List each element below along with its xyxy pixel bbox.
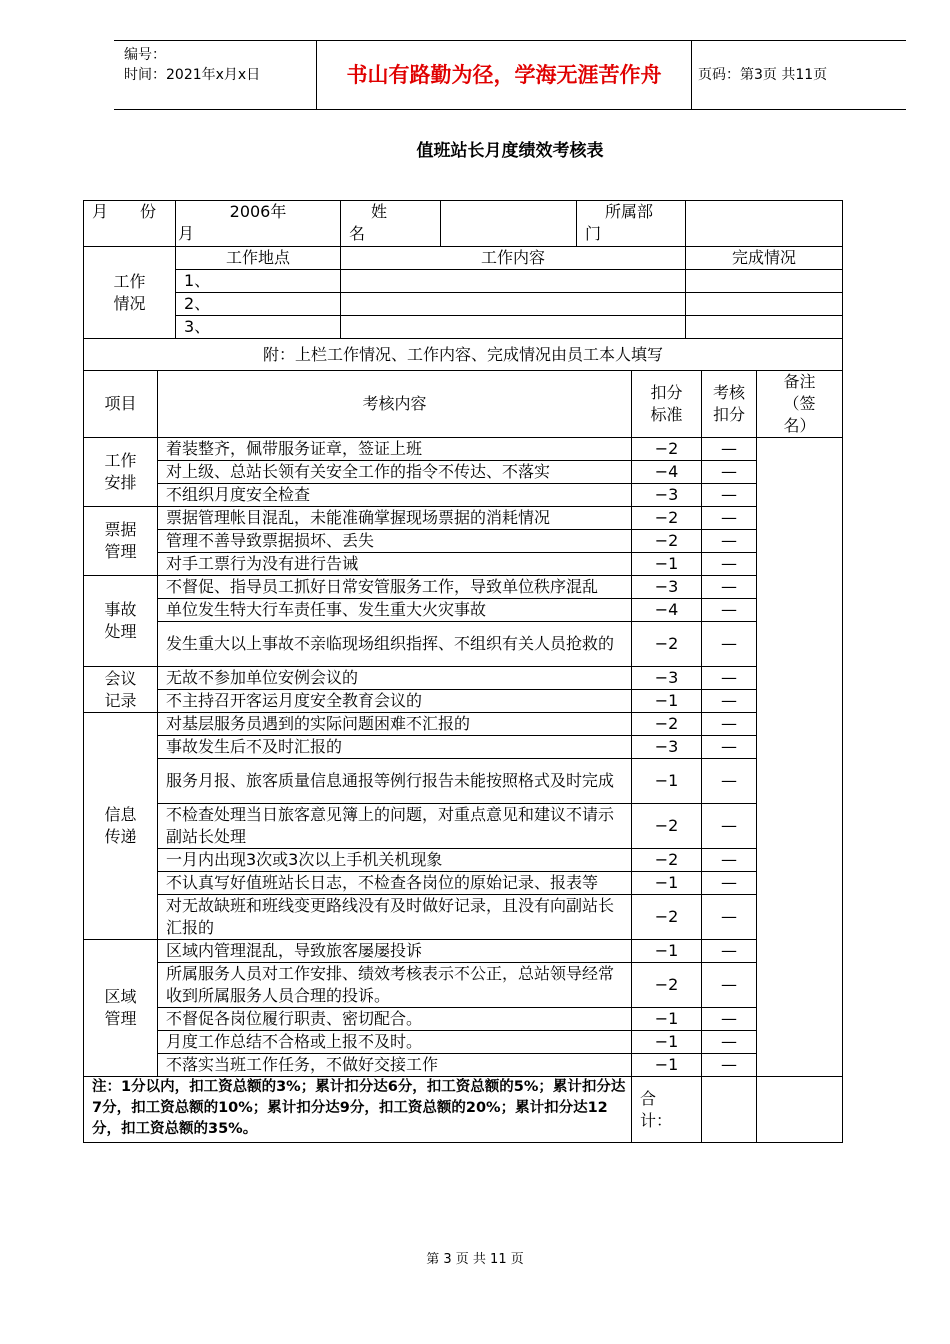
work-status-cell[interactable] xyxy=(686,270,843,293)
deduction-mark[interactable]: — xyxy=(702,438,757,461)
fill-instruction-note: 附：上栏工作情况、工作内容、完成情况由员工本人填写 xyxy=(84,339,843,371)
deduction-mark[interactable]: — xyxy=(702,895,757,940)
month-label: 月 份 xyxy=(84,201,176,247)
assess-content: 无故不参加单位安例会议的 xyxy=(158,667,632,690)
total-label: 合计： xyxy=(640,1088,673,1130)
assess-content: 服务月报、旅客质量信息通报等例行报告未能按照格式及时完成 xyxy=(158,759,632,804)
deduction-standard: −1 xyxy=(632,690,702,713)
work-place-header: 工作地点 xyxy=(176,247,341,270)
assess-content: 一月内出现3次或3次以上手机关机现象 xyxy=(158,849,632,872)
deduction-mark[interactable]: — xyxy=(702,507,757,530)
deduction-mark[interactable]: — xyxy=(702,1031,757,1054)
deduction-mark[interactable]: — xyxy=(702,576,757,599)
document-title: 值班站长月度绩效考核表 xyxy=(416,141,604,161)
header-page-label: 页码：第3页 共11页 xyxy=(698,67,828,83)
deduction-standard: −2 xyxy=(632,713,702,736)
name-value[interactable] xyxy=(441,201,577,247)
department-value[interactable] xyxy=(686,201,843,247)
work-content-cell[interactable] xyxy=(341,293,686,316)
deduction-mark[interactable]: — xyxy=(702,553,757,576)
group-label-text: 工作安排 xyxy=(104,451,137,492)
deduction-standard: −1 xyxy=(632,940,702,963)
total-deduction-cell[interactable] xyxy=(702,1077,757,1143)
department-label-line1: 所属部 xyxy=(605,202,654,221)
deduction-standard: −1 xyxy=(632,872,702,895)
deduction-mark[interactable]: — xyxy=(702,461,757,484)
assessment-table xyxy=(83,200,843,1143)
name-label-line2: 名 xyxy=(349,224,366,243)
group-label-text: 信息传递 xyxy=(104,805,137,846)
remark-signature-cell[interactable] xyxy=(757,438,843,1077)
assess-header-content: 考核内容 xyxy=(158,371,632,438)
assess-header-item: 项目 xyxy=(84,371,158,438)
header-meta xyxy=(114,41,316,109)
deduction-mark[interactable]: — xyxy=(702,804,757,849)
deduction-mark[interactable]: — xyxy=(702,1008,757,1031)
group-label xyxy=(84,438,158,507)
assess-content: 着装整齐，佩带服务证章，签证上班 xyxy=(158,438,632,461)
group-label xyxy=(84,940,158,1077)
deduction-standard: −1 xyxy=(632,1054,702,1077)
deduction-standard: −1 xyxy=(632,759,702,804)
deduction-standard: −1 xyxy=(632,553,702,576)
deduction-mark[interactable]: — xyxy=(702,599,757,622)
deduction-mark[interactable]: — xyxy=(702,713,757,736)
deduction-mark[interactable]: — xyxy=(702,690,757,713)
deduction-standard: −2 xyxy=(632,507,702,530)
assess-content: 月度工作总结不合格或上报不及时。 xyxy=(158,1031,632,1054)
deduction-standard: −2 xyxy=(632,530,702,553)
assess-content: 不落实当班工作任务，不做好交接工作 xyxy=(158,1054,632,1077)
work-content-cell[interactable] xyxy=(341,316,686,339)
deduction-standard: −2 xyxy=(632,438,702,461)
assess-header-remark: 备注（签名） xyxy=(757,371,843,438)
work-row-index: 3、 xyxy=(176,316,341,339)
group-label xyxy=(84,713,158,940)
assess-content: 票据管理帐目混乱，未能准确掌握现场票据的消耗情况 xyxy=(158,507,632,530)
assess-content: 事故发生后不及时汇报的 xyxy=(158,736,632,759)
document-number-label: 编号： xyxy=(124,47,166,63)
assess-content: 不组织月度安全检查 xyxy=(158,484,632,507)
department-label-line2: 门 xyxy=(585,224,602,243)
work-row-index: 1、 xyxy=(176,270,341,293)
assess-content: 发生重大以上事故不亲临现场组织指挥、不组织有关人员抢救的 xyxy=(158,622,632,667)
deduction-standard: −3 xyxy=(632,667,702,690)
deduction-mark[interactable]: — xyxy=(702,736,757,759)
work-content-header: 工作内容 xyxy=(341,247,686,270)
group-label-text: 事故处理 xyxy=(104,600,137,641)
deduction-standard: −2 xyxy=(632,895,702,940)
assess-content: 区域内管理混乱，导致旅客屡屡投诉 xyxy=(158,940,632,963)
month-value-line1: 2006年 xyxy=(229,202,287,221)
assess-header-deduct: 考核扣分 xyxy=(702,371,757,438)
deduction-mark[interactable]: — xyxy=(702,940,757,963)
deduction-mark[interactable]: — xyxy=(702,667,757,690)
month-value-line2: 月 xyxy=(178,224,195,243)
deduction-standard: −3 xyxy=(632,736,702,759)
group-label-text: 会议记录 xyxy=(104,668,137,710)
work-content-cell[interactable] xyxy=(341,270,686,293)
assess-content: 单位发生特大行车责任事、发生重大火灾事故 xyxy=(158,599,632,622)
assess-content: 对基层服务员遇到的实际问题困难不汇报的 xyxy=(158,713,632,736)
assess-content: 对上级、总站长领有关安全工作的指令不传达、不落实 xyxy=(158,461,632,484)
assess-content: 不主持召开客运月度安全教育会议的 xyxy=(158,690,632,713)
total-label-cell xyxy=(632,1077,702,1143)
month-value[interactable] xyxy=(176,201,341,247)
work-section-label: 工作情况 xyxy=(84,247,176,339)
work-status-header: 完成情况 xyxy=(686,247,843,270)
deduction-mark[interactable]: — xyxy=(702,530,757,553)
assess-content: 所属服务人员对工作安排、绩效考核表示不公正，总站领导经常收到所属服务人员合理的投诉。 xyxy=(158,963,632,1008)
work-status-cell[interactable] xyxy=(686,293,843,316)
group-label xyxy=(84,507,158,576)
work-row-index: 2、 xyxy=(176,293,341,316)
deduction-standard: −1 xyxy=(632,1008,702,1031)
deduction-rules-note: 注：1分以内，扣工资总额的3%；累计扣分达6分，扣工资总额的5%；累计扣分达7分，扣工资总额的10%；累计扣分达9分，扣工资总额的20%；累计扣分达12分，扣工资总额的35%。 xyxy=(84,1077,632,1143)
deduction-mark[interactable]: — xyxy=(702,849,757,872)
assess-content: 不督促各岗位履行职责、密切配合。 xyxy=(158,1008,632,1031)
deduction-standard: −2 xyxy=(632,849,702,872)
group-label xyxy=(84,576,158,667)
deduction-standard: −2 xyxy=(632,622,702,667)
deduction-standard: −4 xyxy=(632,461,702,484)
group-label xyxy=(84,667,158,713)
department-label xyxy=(577,201,686,247)
assess-content: 对无故缺班和班线变更路线没有及时做好记录，且没有向副站长汇报的 xyxy=(158,895,632,940)
deduction-mark[interactable]: — xyxy=(702,484,757,507)
deduction-standard: −3 xyxy=(632,484,702,507)
total-remark-cell[interactable] xyxy=(757,1077,843,1143)
header-motto: 书山有路勤为径，学海无涯苦作舟 xyxy=(316,41,692,109)
assess-content: 不督促、指导员工抓好日常安管服务工作，导致单位秩序混乱 xyxy=(158,576,632,599)
deduction-mark[interactable]: — xyxy=(702,963,757,1008)
deduction-mark[interactable]: — xyxy=(702,759,757,804)
deduction-standard: −1 xyxy=(632,1031,702,1054)
assess-content: 管理不善导致票据损坏、丢失 xyxy=(158,530,632,553)
assess-content: 不认真写好值班站长日志，不检查各岗位的原始记录、报表等 xyxy=(158,872,632,895)
document-time-label: 时间：2021年x月x日 xyxy=(124,67,261,83)
deduction-standard: −3 xyxy=(632,576,702,599)
assess-content: 对手工票行为没有进行告诫 xyxy=(158,553,632,576)
deduction-mark[interactable]: — xyxy=(702,1054,757,1077)
deduction-mark[interactable]: — xyxy=(702,622,757,667)
group-label-text: 区域管理 xyxy=(104,987,137,1028)
assess-content: 不检查处理当日旅客意见簿上的问题，对重点意见和建议不请示副站长处理 xyxy=(158,804,632,849)
assess-header-standard: 扣分标准 xyxy=(632,371,702,438)
name-label-line1: 姓 xyxy=(371,202,388,221)
group-label-text: 票据管理 xyxy=(104,520,137,561)
page-footer: 第 3 页 共 11 页 xyxy=(426,1252,524,1267)
name-label xyxy=(341,201,441,247)
deduction-mark[interactable]: — xyxy=(702,872,757,895)
deduction-standard: −2 xyxy=(632,963,702,1008)
deduction-standard: −2 xyxy=(632,804,702,849)
work-status-cell[interactable] xyxy=(686,316,843,339)
page-header xyxy=(114,40,906,110)
deduction-standard: −4 xyxy=(632,599,702,622)
